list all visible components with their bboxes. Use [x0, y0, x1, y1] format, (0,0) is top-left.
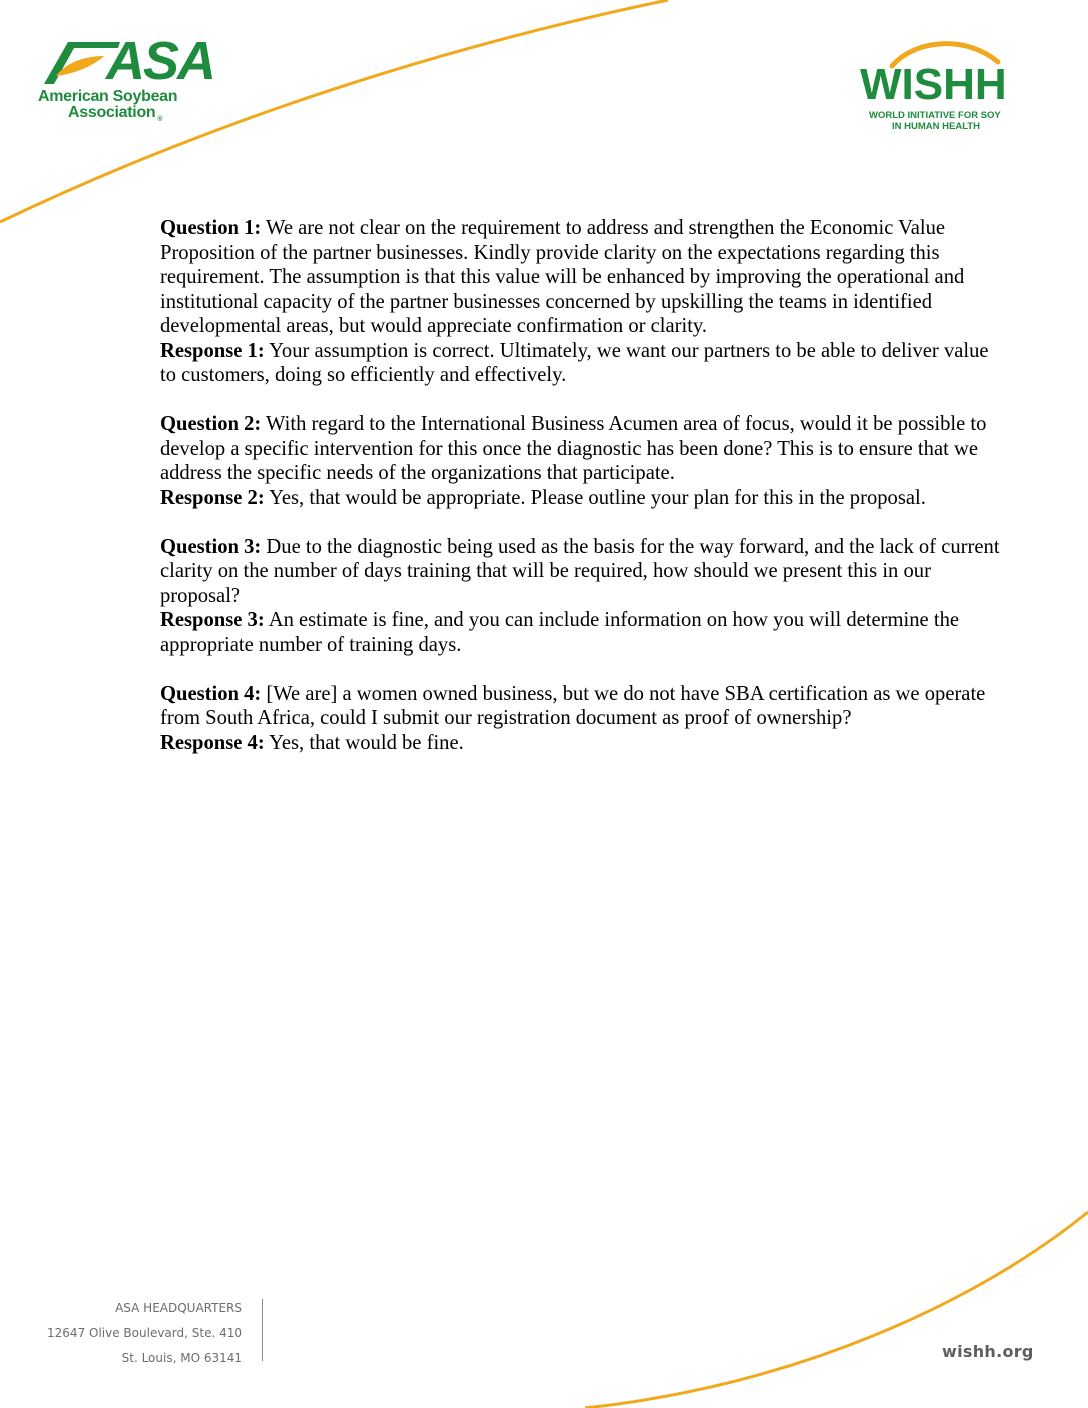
qa-item-3: [160, 535, 1000, 658]
question-4: [160, 682, 1000, 731]
asa-wordmark: ASA: [106, 31, 215, 91]
question-text: Due to the diagnostic being used as the basis for the way forward, and the lack of current clarity on the number of days training that will be required, how should we present this in our proposal?: [160, 535, 1000, 607]
website-link[interactable]: wishh.org: [942, 1342, 1034, 1361]
footer-address: [47, 1296, 242, 1371]
question-label: Question 4:: [160, 682, 262, 705]
asa-logo: [36, 31, 215, 124]
response-4: [160, 731, 1000, 756]
question-1: [160, 216, 1000, 339]
question-label: Question 3:: [160, 535, 262, 558]
response-label: Response 1:: [160, 339, 265, 362]
question-text: We are not clear on the requirement to address and strengthen the Economic Value Proposition of the partner businesses. Kindly provide clarity on the expectations regarding this requirement. The assumption is that this value will be enhanced by improving the operational and institutional capacity of the partner businesses concerned by upskilling the teams in identified developmental areas, but would appreciate confirmation or clarity.: [160, 217, 965, 337]
bottom-swoosh-curve: [585, 1212, 1088, 1408]
response-label: Response 2:: [160, 486, 265, 509]
qa-item-1: [160, 216, 1000, 388]
qa-item-4: [160, 682, 1000, 756]
question-text: With regard to the International Business Acumen area of focus, would it be possible to develop a specific intervention for this once the diagnostic has been done? This is to ensure that we address the specific needs of the organizations that participate.: [160, 413, 987, 484]
response-text: An estimate is fine, and you can include information on how you will determine the appropriate number of training days.: [160, 609, 960, 656]
question-label: Question 2:: [160, 413, 262, 435]
footer-divider: [262, 1299, 263, 1361]
question-3: [160, 535, 1000, 609]
response-label: Response 4:: [160, 731, 265, 754]
response-text: Yes, that would be fine.: [264, 731, 464, 754]
registered-mark: ®: [157, 116, 163, 124]
question-text: [We are] a women owned business, but we do not have SBA certification as we operate from South Africa, could I submit our registration document as proof of ownership?: [160, 682, 986, 729]
wishh-tagline-line1: WORLD INITIATIVE FOR SOY: [869, 110, 1001, 121]
address-line-2: 12647 Olive Boulevard, Ste. 410: [47, 1326, 242, 1340]
address-line-3: St. Louis, MO 63141: [121, 1351, 242, 1365]
response-1: [160, 339, 1000, 388]
response-text: Yes, that would be appropriate. Please outline your plan for this in the proposal.: [264, 486, 926, 509]
asa-name-line1: American Soybean: [38, 88, 178, 105]
wishh-tagline-line2: IN HUMAN HEALTH: [892, 121, 980, 132]
question-label: Question 1:: [160, 217, 262, 239]
asa-name-line2: [68, 104, 162, 129]
wishh-logo: [856, 36, 1028, 136]
address-line-1: ASA HEADQUARTERS: [115, 1301, 242, 1315]
wishh-wordmark: WISHH: [860, 60, 1007, 109]
question-2: [160, 412, 1000, 486]
response-label: Response 3:: [160, 609, 265, 631]
response-2: [160, 486, 1000, 511]
response-text: Your assumption is correct. Ultimately, we want our partners to be able to deliver value to customers, doing so efficiently and effectively.: [160, 339, 989, 386]
asa-name-line2-text: Association: [68, 104, 156, 121]
response-3: [160, 608, 1000, 657]
qa-item-2: [160, 412, 1000, 510]
qa-content: [160, 216, 1000, 780]
